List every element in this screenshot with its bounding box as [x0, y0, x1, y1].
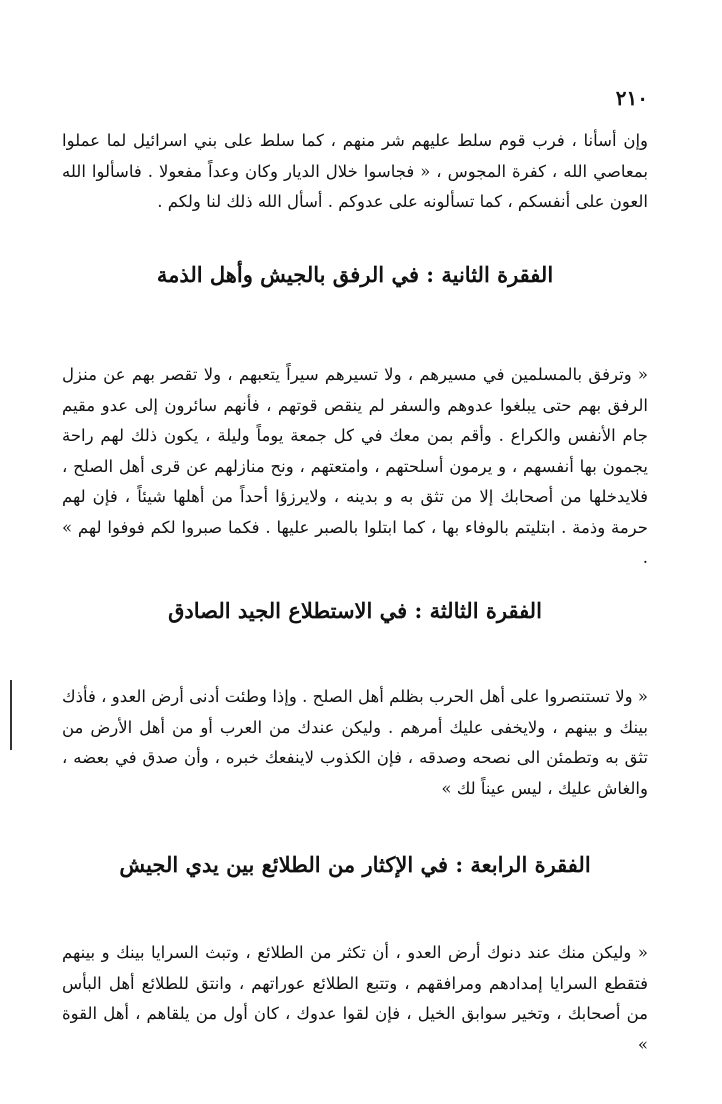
- section-paragraph-2: « وترفق بالمسلمين في مسيرهم ، ولا تسيرهم سيراً يتعبهم ، ولا تقصر بهم عن منزل الرفق بهم حتى يبلغوا عدوهم والسفر لم ينقص قوتهم ، فأنهم سائرون إلى عدو مقيم جام الأنفس والكراع . وأقم بمن معك في كل جمعة يوماً وليلة ، يكون ذلك لهم راحة يجمون بها أنفسهم ، و يرمون أسلحتهم ، وامتعتهم ، ونح منازلهم عن قرى أهل الصلح ، فلايدخلها من أصحابك إلا من تثق به و بدينه ، ولايرزؤا أحداً من أهلها شيئاً ، فإن لهم حرمة وذمة . ابتليتم بالوفاء بها ، كما ابتلوا بالصبر عليها . فكما صبروا لكم فوفوا لهم » .: [62, 365, 648, 567]
- page-number: ٢١٠: [615, 86, 648, 110]
- section-heading-4: الفقرة الرابعة : في الإكثار من الطلائع بين يدي الجيش: [119, 852, 591, 877]
- section-paragraph-3: « ولا تستنصروا على أهل الحرب بظلم أهل الصلح . وإذا وطئت أدنى أرض العدو ، فأذك بينك و بينهم ، ولايخفى عليك أمرهم . وليكن عندك من العرب أو من أهل الأرض من تثق به وتطمئن الى نصحه وصدقه ، فإن الكذوب لاينفعك خبره ، وأن صدق في بعضه ، والغاش عليك ، ليس عيناً لك »: [62, 687, 648, 798]
- section-paragraph-4: « وليكن منك عند دنوك أرض العدو ، أن تكثر من الطلائع ، وتبث السرايا بينك و بينهم فتقطع السرايا إمدادهم ومرافقهم ، وتتبع الطلائع عوراتهم ، وانتق للطلائع أهل البأس من أصحابك ، وتخير سوابق الخيل ، فإن لقوا عدوك ، كان أول من يلقاهم ، أهل القوة »: [62, 943, 648, 1054]
- intro-paragraph: وإن أسأنا ، فرب قوم سلط عليهم شر منهم ، كما سلط على بني اسرائيل لما عملوا بمعاصي الله ، كفرة المجوس ، « فجاسوا خلال الديار وكان وعداً مفعولا . فاسألوا الله العون على أنفسكم ، كما تسألونه على عدوكم . أسأل الله ذلك لنا ولكم .: [62, 131, 648, 211]
- book-page: [62, 0, 648, 1104]
- section-heading-3: الفقرة الثالثة : في الاستطلاع الجيد الصادق: [168, 598, 542, 623]
- left-edge-mark: [10, 680, 12, 750]
- section-heading-2: الفقرة الثانية : في الرفق بالجيش وأهل الذمة: [156, 262, 554, 287]
